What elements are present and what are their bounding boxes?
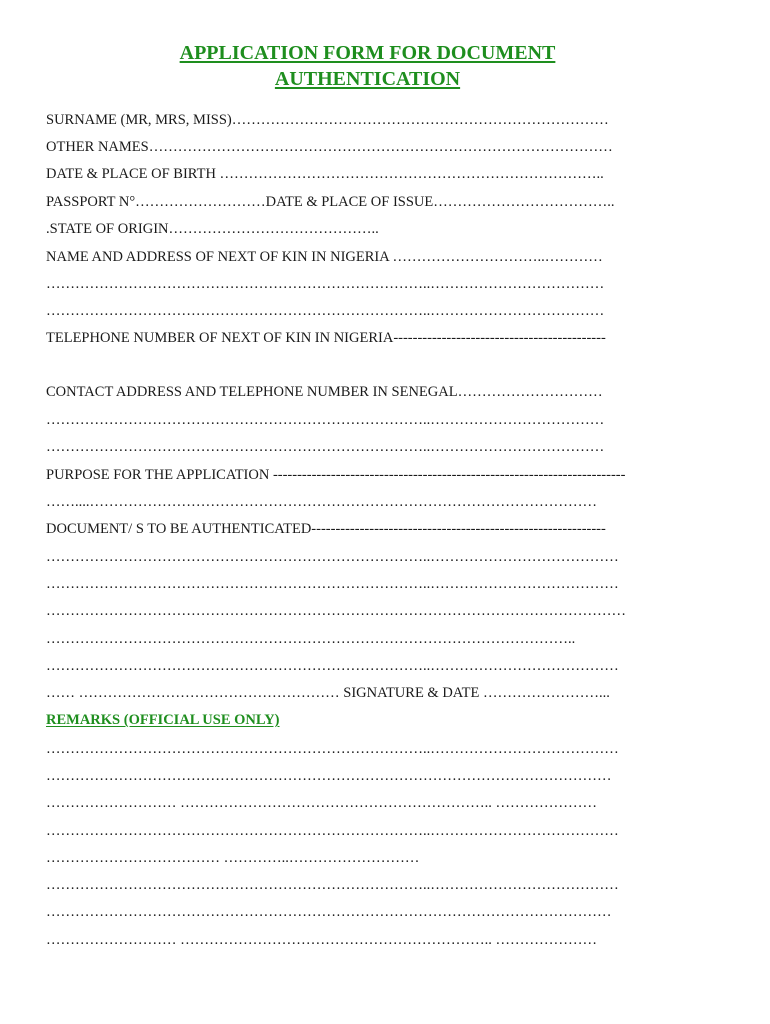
purpose-field[interactable]: PURPOSE FOR THE APPLICATION ------------------------------------------------------------------------- <box>46 467 626 483</box>
remarks-heading: REMARKS (OFFICIAL USE ONLY) <box>46 712 280 728</box>
remarks-line: ……………………………… …………..……………………… <box>46 850 420 866</box>
surname-field[interactable]: SURNAME (MR, MRS, MISS)…………………………………………………………………… <box>46 112 609 128</box>
signature-date-field[interactable]: …… ……………………………………………… SIGNATURE & DATE ……………………... <box>46 685 610 701</box>
remarks-line: ……………………………………………………………………..………………………………… <box>46 741 619 757</box>
remarks-line: ……………………………………………………………………..………………………………… <box>46 823 619 839</box>
documents-line[interactable]: ……………………………………………………………………..………………………………… <box>46 576 619 592</box>
remarks-line: ……………………… ……………………………………………………….. ………………… <box>46 932 597 948</box>
date-place-birth-field[interactable]: DATE & PLACE OF BIRTH …………………………………………………………………….. <box>46 166 604 182</box>
remarks-line: ……………………………………………………………………..………………………………… <box>46 877 619 893</box>
next-of-kin-phone-field[interactable]: TELEPHONE NUMBER OF NEXT OF KIN IN NIGERIA-------------------------------------------- <box>46 330 606 346</box>
documents-line[interactable]: ……………………………………………………………………………………………….. <box>46 631 576 647</box>
documents-line[interactable]: ……………………………………………………………………..………………………………… <box>46 549 619 565</box>
next-of-kin-field[interactable]: NAME AND ADDRESS OF NEXT OF KIN IN NIGERIA …………………………..………… <box>46 249 603 265</box>
documents-line[interactable]: ………………………………………………………………………………………………………… <box>46 603 626 619</box>
contact-senegal-field[interactable]: CONTACT ADDRESS AND TELEPHONE NUMBER IN SENEGAL………………………… <box>46 384 603 400</box>
next-of-kin-line[interactable]: ……………………………………………………………………..……………………………… <box>46 303 605 319</box>
page-title-line-2: AUTHENTICATION <box>274 68 461 90</box>
remarks-line: ……………………… ……………………………………………………….. ………………… <box>46 795 597 811</box>
documents-line[interactable]: ……………………………………………………………………..………………………………… <box>46 658 619 674</box>
contact-senegal-line[interactable]: ……………………………………………………………………..……………………………… <box>46 439 605 455</box>
remarks-line: ……………………………………………………………………………………………………… <box>46 768 612 784</box>
purpose-line[interactable]: ……....…………………………………………………………………………………………… <box>46 494 597 510</box>
documents-field[interactable]: DOCUMENT/ S TO BE AUTHENTICATED------------------------------------------------------------- <box>46 521 606 537</box>
remarks-line: ……………………………………………………………………………………………………… <box>46 904 612 920</box>
other-names-field[interactable]: OTHER NAMES…………………………………………………………………………………… <box>46 139 613 155</box>
passport-field[interactable]: PASSPORT N°………………………DATE & PLACE OF ISSUE……………………………….. <box>46 194 615 210</box>
next-of-kin-line[interactable]: ……………………………………………………………………..……………………………… <box>46 276 605 292</box>
contact-senegal-line[interactable]: ……………………………………………………………………..……………………………… <box>46 412 605 428</box>
page-title-line-1: APPLICATION FORM FOR DOCUMENT <box>179 42 556 64</box>
state-of-origin-field[interactable]: .STATE OF ORIGIN…………………………………….. <box>46 221 379 237</box>
